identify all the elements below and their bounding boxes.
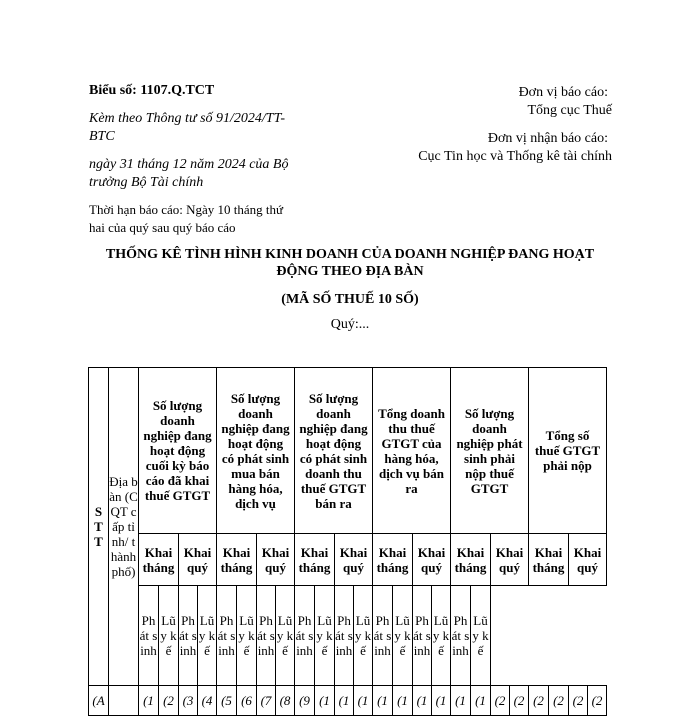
column-number-cell: (4 bbox=[198, 686, 217, 716]
leaf-header-phat-sinh: Phát sinh bbox=[335, 586, 354, 686]
column-number-cell: (1 bbox=[315, 686, 335, 716]
column-number-cell: (1 bbox=[451, 686, 471, 716]
leaf-header-phat-sinh: Phát sinh bbox=[217, 586, 237, 686]
column-number-cell: (1 bbox=[335, 686, 354, 716]
leaf-header-luy-ke: Lũy kế bbox=[354, 586, 373, 686]
attached-line-1: Kèm theo Thông tư số 91/2024/TT- bbox=[89, 111, 285, 126]
leaf-header-phat-sinh: Phát sinh bbox=[373, 586, 393, 686]
sub-khai-thang: Khai tháng bbox=[529, 534, 569, 586]
leaf-header-luy-ke: Lũy kế bbox=[159, 586, 179, 686]
sub-khai-quy: Khai quý bbox=[179, 534, 217, 586]
sub-khai-thang: Khai tháng bbox=[295, 534, 335, 586]
leaf-header-phat-sinh: Phát sinh bbox=[257, 586, 276, 686]
sub-khai-quy: Khai quý bbox=[569, 534, 607, 586]
column-number-cell: (A bbox=[89, 686, 109, 716]
sub-khai-thang: Khai tháng bbox=[139, 534, 179, 586]
column-number-cell: (1 bbox=[354, 686, 373, 716]
sub-khai-quy: Khai quý bbox=[335, 534, 373, 586]
group-header-4: Tổng doanh thu thuế GTGT của hàng hóa, dịch vụ bán ra bbox=[373, 368, 451, 534]
sub-khai-thang: Khai tháng bbox=[217, 534, 257, 586]
column-number-cell: (5 bbox=[217, 686, 237, 716]
report-title-line-1: THỐNG KÊ TÌNH HÌNH KINH DOANH CỦA DOANH NGHIỆP ĐANG HOẠT bbox=[105, 247, 595, 262]
header-dia-ban: Địa bàn (CQT cấp tỉnh/ thành phố) bbox=[109, 368, 139, 686]
reporting-unit: Tổng cục Thuế bbox=[527, 103, 612, 118]
column-number-cell: (1 bbox=[471, 686, 491, 716]
deadline-line-2: hai của quý sau quý báo cáo bbox=[89, 220, 236, 235]
column-number-cell: (9 bbox=[295, 686, 315, 716]
sub-khai-quy: Khai quý bbox=[491, 534, 529, 586]
group-header-1: Số lượng doanh nghiệp đang hoạt động cuối kỳ báo cáo đã khai thuế GTGT bbox=[139, 368, 217, 534]
group-header-6: Tổng số thuế GTGT phải nộp bbox=[529, 368, 607, 534]
column-number-cell: (1 bbox=[432, 686, 451, 716]
column-number-cell: (7 bbox=[257, 686, 276, 716]
column-number-cell: (2 bbox=[569, 686, 588, 716]
leaf-header-phat-sinh: Phát sinh bbox=[139, 586, 159, 686]
sub-khai-quy: Khai quý bbox=[413, 534, 451, 586]
statistics-table bbox=[88, 367, 607, 716]
column-number-cell: (2 bbox=[529, 686, 549, 716]
column-number-cell: (6 bbox=[237, 686, 257, 716]
group-header-3: Số lượng doanh nghiệp đang hoạt động có phát sinh doanh thu thuế GTGT bán ra bbox=[295, 368, 373, 534]
leaf-header-phat-sinh: Phát sinh bbox=[295, 586, 315, 686]
group-header-2: Số lượng doanh nghiệp đang hoạt động có phát sinh mua bán hàng hóa, dịch vụ bbox=[217, 368, 295, 534]
sub-khai-thang: Khai tháng bbox=[451, 534, 491, 586]
attached-line-2: BTC bbox=[89, 129, 115, 144]
leaf-header-luy-ke: Lũy kế bbox=[237, 586, 257, 686]
column-number-cell: (2 bbox=[159, 686, 179, 716]
leaf-header-luy-ke: Lũy kế bbox=[198, 586, 217, 686]
date-line-1: ngày 31 tháng 12 năm 2024 của Bộ bbox=[89, 157, 289, 172]
report-title-code: (MÃ SỐ THUẾ 10 SỐ) bbox=[281, 292, 419, 307]
date-line-2: trưởng Bộ Tài chính bbox=[89, 175, 204, 190]
reporting-unit-label: Đơn vị báo cáo: bbox=[518, 85, 608, 100]
receiving-unit: Cục Tin học và Thống kê tài chính bbox=[418, 149, 612, 164]
column-number-cell: (1 bbox=[373, 686, 393, 716]
group-header-5: Số lượng doanh nghiệp phát sinh phải nộp thuế GTGT bbox=[451, 368, 529, 534]
sub-khai-thang: Khai tháng bbox=[373, 534, 413, 586]
column-number-cell: (1 bbox=[139, 686, 159, 716]
deadline-line-1: Thời hạn báo cáo: Ngày 10 tháng thứ bbox=[89, 202, 284, 217]
column-number-cell: (2 bbox=[549, 686, 569, 716]
column-number-cell: (2 bbox=[510, 686, 529, 716]
column-number-cell: (1 bbox=[413, 686, 432, 716]
form-code: Biểu số: 1107.Q.TCT bbox=[89, 83, 215, 98]
quarter-line: Quý:... bbox=[330, 317, 370, 332]
leaf-header-luy-ke: Lũy kế bbox=[315, 586, 335, 686]
leaf-header-luy-ke: Lũy kế bbox=[432, 586, 451, 686]
leaf-header-phat-sinh: Phát sinh bbox=[413, 586, 432, 686]
leaf-header-phat-sinh: Phát sinh bbox=[179, 586, 198, 686]
sub-khai-quy: Khai quý bbox=[257, 534, 295, 586]
receiving-unit-label: Đơn vị nhận báo cáo: bbox=[487, 131, 608, 146]
column-number-cell: (2 bbox=[491, 686, 510, 716]
column-number-cell: (8 bbox=[276, 686, 295, 716]
leaf-header-phat-sinh: Phát sinh bbox=[451, 586, 471, 686]
column-number-cell: (2 bbox=[588, 686, 607, 716]
leaf-header-luy-ke: Lũy kế bbox=[393, 586, 413, 686]
leaf-header-luy-ke: Lũy kế bbox=[276, 586, 295, 686]
column-number-cell: (1 bbox=[393, 686, 413, 716]
report-title-line-2: ĐỘNG THEO ĐỊA BÀN bbox=[276, 264, 424, 279]
leaf-header-luy-ke: Lũy kế bbox=[471, 586, 491, 686]
header-stt: S T T bbox=[89, 368, 109, 686]
column-number-cell bbox=[109, 686, 139, 716]
column-number-cell: (3 bbox=[179, 686, 198, 716]
